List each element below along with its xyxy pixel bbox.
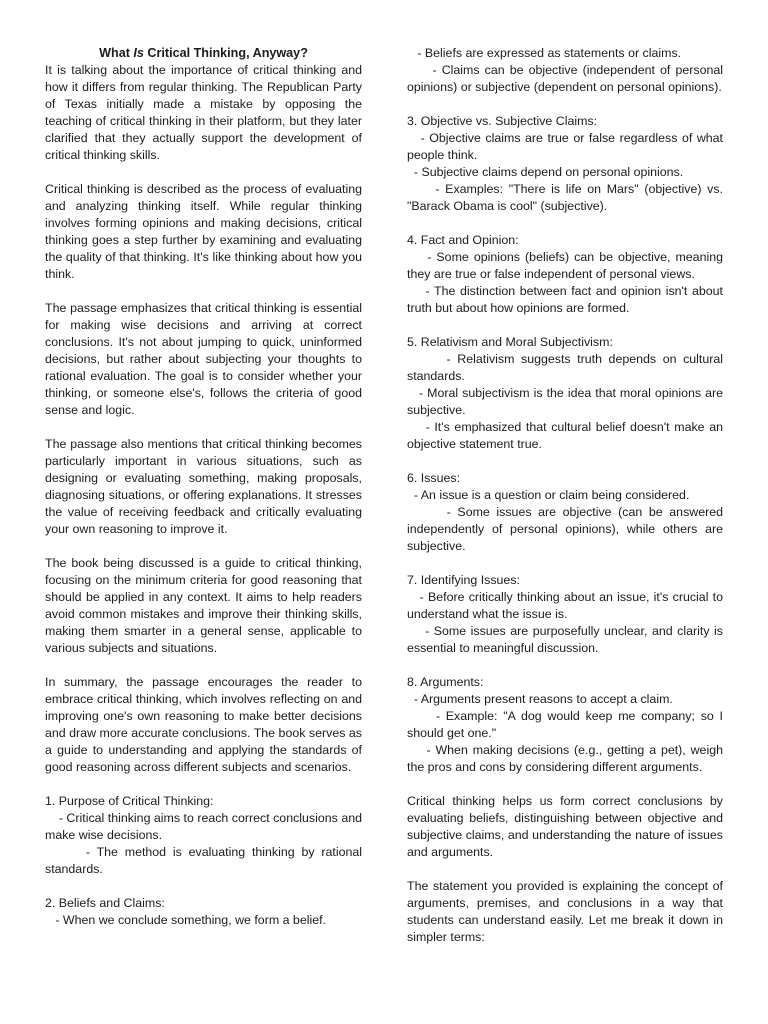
section-heading: 8. Arguments:	[407, 675, 484, 689]
section-item: - Some issues are purposefully unclear, and clarity is essential to meaningful discussion.	[407, 624, 727, 655]
paragraph-intro: It is talking about the importance of critical thinking and how it differs from regular thinking. The Republican Party of Texas initially made a mistake by opposing the teaching of critical thinking in their platform, but they later clarified that they actually support the development of critical thinking skills.	[45, 63, 362, 162]
section-objective-subjective	[407, 113, 727, 215]
paragraph-importance: The passage emphasizes that critical thinking is essential for making wise decisions and arriving at correct conclusions. It's not about jumping to quick, uninformed decisions, but rather about subjecting your thoughts to rational evaluation. The goal is to consider whether your thinking, or someone else's, follows the criteria of good sense and logic.	[45, 301, 362, 417]
section-item: - An issue is a question or claim being considered.	[407, 488, 690, 502]
section-relativism	[407, 334, 727, 453]
section-heading: 4. Fact and Opinion:	[407, 233, 519, 247]
section-heading: 6. Issues:	[407, 471, 461, 485]
section-heading: 1. Purpose of Critical Thinking:	[45, 794, 214, 808]
left-column	[45, 45, 366, 929]
section-item: - Critical thinking aims to reach correct conclusions and make wise decisions.	[45, 811, 366, 842]
paragraph-statement: The statement you provided is explaining the concept of arguments, premises, and conclusions in a way that students can understand easily. Let me break it down in simpler terms:	[407, 879, 723, 944]
section-item: - The distinction between fact and opinion isn't about truth but about how opinions are formed.	[407, 284, 727, 315]
section-item: - Some issues are objective (can be answered independently of personal opinions), while others are subjective.	[407, 505, 727, 553]
section-item: - Subjective claims depend on personal opinions.	[407, 165, 684, 179]
section-item: - Example: "A dog would keep me company; so I should get one."	[407, 709, 727, 740]
section-heading: 2. Beliefs and Claims:	[45, 896, 165, 910]
paragraph-conclusion: Critical thinking helps us form correct conclusions by evaluating beliefs, distinguishing between objective and subjective claims, and understanding the nature of issues and arguments.	[407, 794, 723, 859]
section-item: - It's emphasized that cultural belief doesn't make an objective statement true.	[407, 420, 727, 451]
section-beliefs-continued	[407, 45, 727, 96]
section-heading: 3. Objective vs. Subjective Claims:	[407, 114, 598, 128]
section-item: - Arguments present reasons to accept a claim.	[407, 692, 673, 706]
paragraph-definition: Critical thinking is described as the process of evaluating and analyzing thinking itself. While regular thinking involves forming opinions and making decisions, critical thinking goes a step further by examining and evaluating the quality of that thinking. It's like thinking about how you think.	[45, 182, 362, 281]
section-item: - Moral subjectivism is the idea that moral opinions are subjective.	[407, 386, 727, 417]
section-item: - Objective claims are true or false regardless of what people think.	[407, 131, 727, 162]
section-item: - When making decisions (e.g., getting a pet), weigh the pros and cons by considering different arguments.	[407, 743, 727, 774]
section-item: - Examples: "There is life on Mars" (objective) vs. "Barack Obama is cool" (subjective).	[407, 182, 727, 213]
section-identifying-issues	[407, 572, 727, 657]
section-item: - Before critically thinking about an issue, it's crucial to understand what the issue is.	[407, 590, 727, 621]
paragraph-summary: In summary, the passage encourages the reader to embrace critical thinking, which involves reflecting on and improving one's own reasoning to make better decisions and draw more accurate conclusions. The book serves as a guide to understanding and applying the standards of good reasoning across different subjects and scenarios.	[45, 675, 362, 774]
section-item: - Claims can be objective (independent of personal opinions) or subjective (dependent on personal opinions).	[407, 63, 727, 94]
section-beliefs	[45, 895, 362, 929]
title-text-emphasis: Is	[133, 46, 144, 60]
section-fact-opinion	[407, 232, 727, 317]
section-issues	[407, 470, 727, 555]
section-item: - Beliefs are expressed as statements or claims.	[407, 46, 682, 60]
title-text-end: Critical Thinking, Anyway?	[143, 46, 308, 60]
section-arguments	[407, 674, 727, 776]
title-text-start: What	[99, 46, 134, 60]
document-title	[45, 45, 362, 62]
right-column	[407, 45, 727, 946]
paragraph-book: The book being discussed is a guide to critical thinking, focusing on the minimum criteria for good reasoning that should be applied in any context. It aims to help readers avoid common mistakes and improve their thinking skills, making them smarter in a general sense, applicable to various subjects and situations.	[45, 556, 362, 655]
section-item: - The method is evaluating thinking by rational standards.	[45, 845, 366, 876]
section-item: - When we conclude something, we form a belief.	[45, 913, 326, 927]
section-heading: 7. Identifying Issues:	[407, 573, 520, 587]
paragraph-situations: The passage also mentions that critical thinking becomes particularly important in various situations, such as designing or evaluating something, making proposals, diagnosing situations, or offering explanations. It stresses the value of receiving feedback and critically evaluating your own reasoning to improve it.	[45, 437, 362, 536]
section-heading: 5. Relativism and Moral Subjectivism:	[407, 335, 613, 349]
section-item: - Relativism suggests truth depends on cultural standards.	[407, 352, 727, 383]
section-item: - Some opinions (beliefs) can be objective, meaning they are true or false independent of personal views.	[407, 250, 727, 281]
section-purpose	[45, 793, 366, 878]
